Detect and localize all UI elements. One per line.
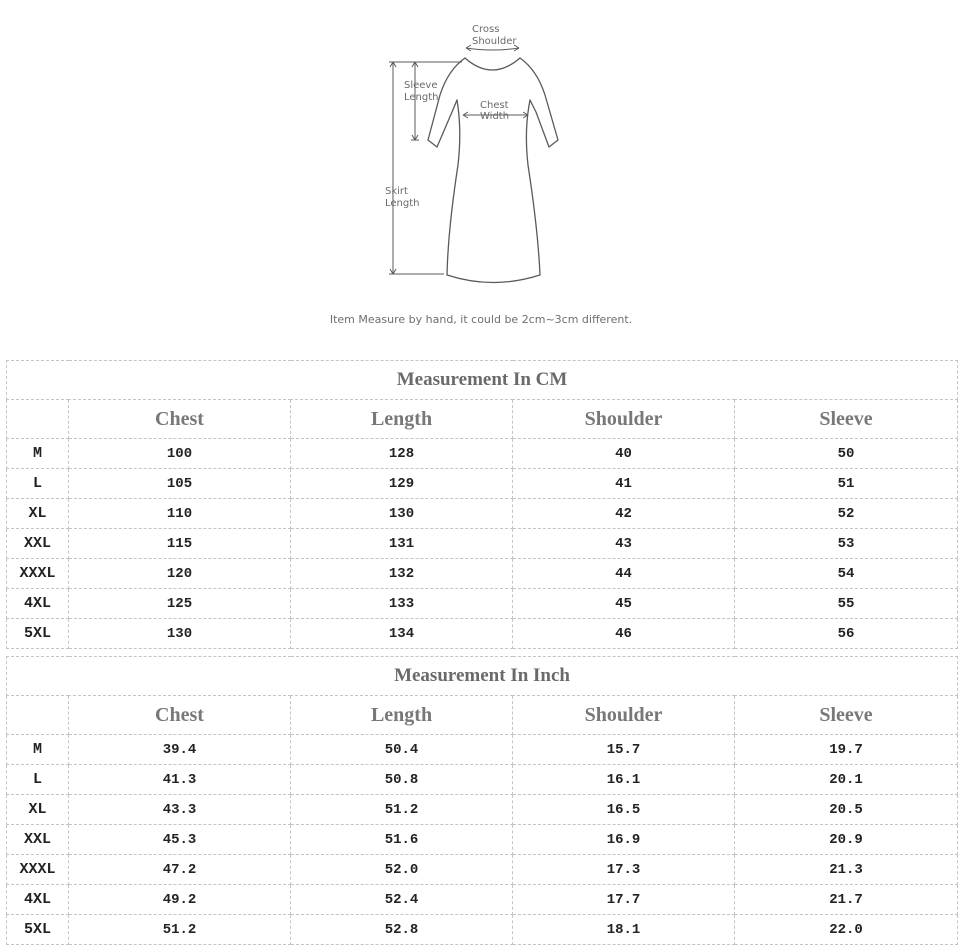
measurement-value: 43.3 bbox=[69, 795, 291, 825]
measurement-value: 53 bbox=[735, 529, 958, 559]
measurement-value: 51.2 bbox=[69, 915, 291, 945]
chest-width-label-line1: Chest bbox=[480, 100, 509, 111]
table-header-row bbox=[7, 400, 958, 439]
size-label: XXL bbox=[7, 529, 69, 559]
sleeve-length-label bbox=[404, 80, 439, 104]
measurement-value: 120 bbox=[69, 559, 291, 589]
measurement-value: 52.0 bbox=[291, 855, 513, 885]
measurement-value: 130 bbox=[291, 499, 513, 529]
size-label: 5XL bbox=[7, 619, 69, 649]
table-row bbox=[7, 469, 958, 499]
measurement-value: 132 bbox=[291, 559, 513, 589]
table-row bbox=[7, 529, 958, 559]
size-label: 4XL bbox=[7, 885, 69, 915]
measurement-value: 22.0 bbox=[735, 915, 958, 945]
dress-outline-icon bbox=[0, 0, 962, 345]
measurement-value: 129 bbox=[291, 469, 513, 499]
measurement-value: 110 bbox=[69, 499, 291, 529]
size-table-inch bbox=[6, 656, 958, 945]
measurement-value: 21.3 bbox=[735, 855, 958, 885]
measurement-value: 50.8 bbox=[291, 765, 513, 795]
cross-shoulder-label-line2: Shoulder bbox=[472, 36, 517, 47]
table-row bbox=[7, 825, 958, 855]
size-label: 5XL bbox=[7, 915, 69, 945]
measurement-value: 49.2 bbox=[69, 885, 291, 915]
size-label: XL bbox=[7, 499, 69, 529]
size-table-cm bbox=[6, 360, 958, 649]
table-row bbox=[7, 915, 958, 945]
table-title-row bbox=[7, 361, 958, 400]
skirt-length-label bbox=[385, 186, 420, 210]
measurement-value: 17.3 bbox=[513, 855, 735, 885]
measurement-value: 20.5 bbox=[735, 795, 958, 825]
measurement-value: 134 bbox=[291, 619, 513, 649]
column-header: Length bbox=[291, 400, 513, 439]
size-label: XXXL bbox=[7, 855, 69, 885]
measurement-value: 131 bbox=[291, 529, 513, 559]
table-row bbox=[7, 855, 958, 885]
table-row bbox=[7, 795, 958, 825]
dress-measurement-diagram bbox=[0, 0, 962, 345]
column-header: Chest bbox=[69, 400, 291, 439]
table-row bbox=[7, 735, 958, 765]
chest-width-label-line2: Width bbox=[480, 111, 510, 122]
measurement-value: 125 bbox=[69, 589, 291, 619]
size-label: XXXL bbox=[7, 559, 69, 589]
measurement-value: 15.7 bbox=[513, 735, 735, 765]
measurement-value: 19.7 bbox=[735, 735, 958, 765]
measurement-value: 16.5 bbox=[513, 795, 735, 825]
column-header: Sleeve bbox=[735, 400, 958, 439]
measurement-value: 130 bbox=[69, 619, 291, 649]
measurement-value: 128 bbox=[291, 439, 513, 469]
measurement-value: 16.1 bbox=[513, 765, 735, 795]
measurement-value: 16.9 bbox=[513, 825, 735, 855]
measurement-value: 115 bbox=[69, 529, 291, 559]
measurement-value: 55 bbox=[735, 589, 958, 619]
measurement-value: 51.2 bbox=[291, 795, 513, 825]
measurement-value: 21.7 bbox=[735, 885, 958, 915]
measure-note: Item Measure by hand, it could be 2cm~3cm different. bbox=[329, 313, 633, 326]
measurement-value: 56 bbox=[735, 619, 958, 649]
column-header: Sleeve bbox=[735, 696, 958, 735]
measurement-value: 52.4 bbox=[291, 885, 513, 915]
table-row bbox=[7, 499, 958, 529]
size-label: XXL bbox=[7, 825, 69, 855]
measurement-value: 133 bbox=[291, 589, 513, 619]
size-label: L bbox=[7, 765, 69, 795]
table-row bbox=[7, 885, 958, 915]
table-row bbox=[7, 619, 958, 649]
skirt-length-label-line2: Length bbox=[385, 198, 420, 209]
column-header: Length bbox=[291, 696, 513, 735]
size-label: 4XL bbox=[7, 589, 69, 619]
measurement-value: 45.3 bbox=[69, 825, 291, 855]
measurement-value: 52 bbox=[735, 499, 958, 529]
cross-shoulder-label bbox=[472, 24, 517, 48]
measurement-value: 39.4 bbox=[69, 735, 291, 765]
measurement-value: 50 bbox=[735, 439, 958, 469]
measurement-value: 54 bbox=[735, 559, 958, 589]
measurement-value: 105 bbox=[69, 469, 291, 499]
measurement-value: 51 bbox=[735, 469, 958, 499]
measurement-value: 42 bbox=[513, 499, 735, 529]
column-header: Shoulder bbox=[513, 400, 735, 439]
measurement-value: 20.1 bbox=[735, 765, 958, 795]
size-label: L bbox=[7, 469, 69, 499]
size-label: M bbox=[7, 439, 69, 469]
skirt-length-label-line1: Skirt bbox=[385, 186, 408, 197]
measurement-value: 41 bbox=[513, 469, 735, 499]
column-header: Chest bbox=[69, 696, 291, 735]
measurement-value: 18.1 bbox=[513, 915, 735, 945]
measurement-value: 40 bbox=[513, 439, 735, 469]
table-header-row bbox=[7, 696, 958, 735]
measurement-value: 45 bbox=[513, 589, 735, 619]
table-title: Measurement In Inch bbox=[7, 657, 958, 696]
cross-shoulder-label-line1: Cross bbox=[472, 24, 500, 35]
sleeve-length-label-line1: Sleeve bbox=[404, 80, 438, 91]
measurement-value: 17.7 bbox=[513, 885, 735, 915]
measurement-value: 52.8 bbox=[291, 915, 513, 945]
measurement-value: 47.2 bbox=[69, 855, 291, 885]
measurement-value: 41.3 bbox=[69, 765, 291, 795]
measurement-value: 100 bbox=[69, 439, 291, 469]
measurement-value: 44 bbox=[513, 559, 735, 589]
table-row bbox=[7, 589, 958, 619]
table-row bbox=[7, 765, 958, 795]
size-label: XL bbox=[7, 795, 69, 825]
measurement-value: 51.6 bbox=[291, 825, 513, 855]
measurement-value: 43 bbox=[513, 529, 735, 559]
size-column-header bbox=[7, 696, 69, 735]
size-label: M bbox=[7, 735, 69, 765]
table-title-row bbox=[7, 657, 958, 696]
table-row bbox=[7, 559, 958, 589]
chest-width-label bbox=[480, 100, 509, 123]
measurement-value: 50.4 bbox=[291, 735, 513, 765]
table-title: Measurement In CM bbox=[7, 361, 958, 400]
measurement-value: 46 bbox=[513, 619, 735, 649]
measurement-value: 20.9 bbox=[735, 825, 958, 855]
size-column-header bbox=[7, 400, 69, 439]
table-row bbox=[7, 439, 958, 469]
column-header: Shoulder bbox=[513, 696, 735, 735]
sleeve-length-label-line2: Length bbox=[404, 92, 439, 103]
